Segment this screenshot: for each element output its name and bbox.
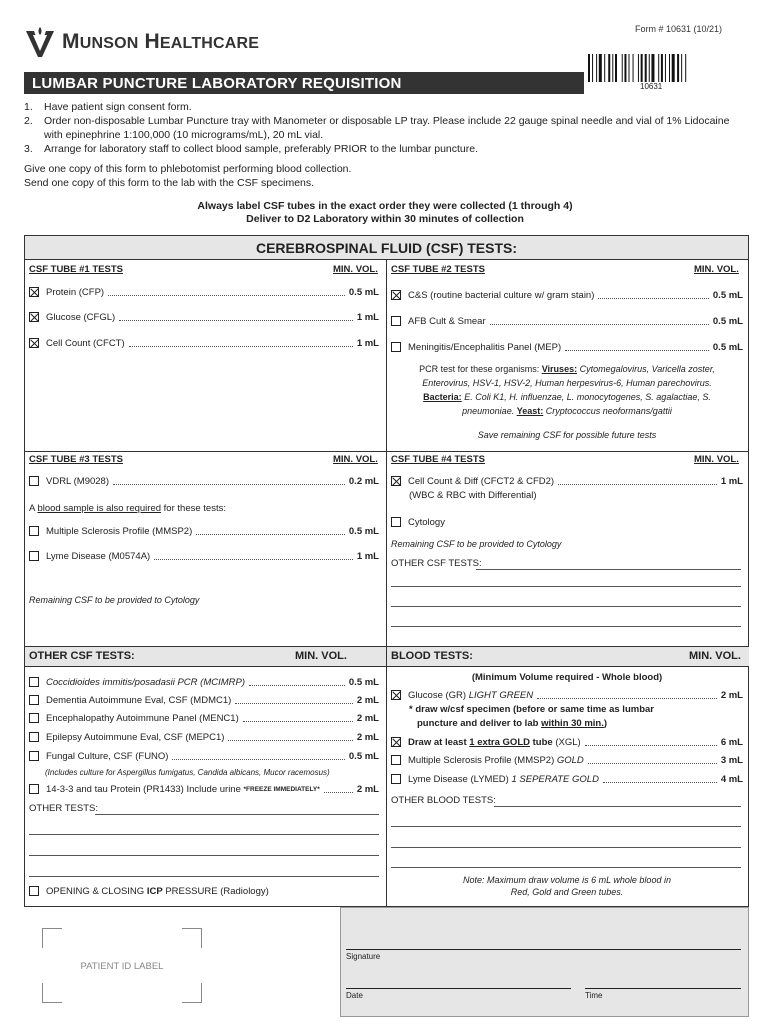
barcode-bar: [604, 54, 605, 82]
other-tests-line[interactable]: [29, 855, 379, 856]
barcode-bar: [677, 54, 679, 82]
tube4-cytology[interactable]: Cytology: [391, 515, 743, 529]
icp-pressure[interactable]: OPENING & CLOSING ICP PRESSURE (Radiology): [29, 884, 379, 898]
checkbox[interactable]: [391, 755, 401, 765]
tube3-minvol-header: MIN. VOL.: [333, 454, 378, 465]
blood-gold-tube[interactable]: Draw at least 1 extra GOLD tube (XGL) 6 mL: [391, 735, 743, 749]
other-csf-tau[interactable]: 14-3-3 and tau Protein (PR1433) Include urine *FREEZE IMMEDIATELY* 2 mL: [29, 782, 379, 796]
barcode-bar: [599, 54, 602, 82]
checkbox[interactable]: [29, 677, 39, 687]
checkbox[interactable]: [391, 342, 401, 352]
tube4-title: CSF TUBE #4 TESTS: [391, 454, 485, 465]
other-tests-label: OTHER TESTS:: [29, 803, 98, 814]
tube4-remaining-note: Remaining CSF to be provided to Cytology: [391, 539, 562, 549]
munson-logo-icon: [24, 25, 56, 59]
instructions: [24, 100, 749, 190]
barcode-bar: [651, 54, 654, 82]
tube3-title: CSF TUBE #3 TESTS: [29, 454, 123, 465]
checkbox[interactable]: [29, 695, 39, 705]
instruction-item: 3. Arrange for laboratory staff to collect blood sample, preferably PRIOR to the lumbar puncture.: [24, 143, 479, 155]
checkbox[interactable]: [29, 784, 39, 794]
blood-tests-title: BLOOD TESTS:: [391, 650, 473, 662]
blood-required-note: A blood sample is also required for these tests:: [29, 503, 226, 514]
barcode-bar: [672, 54, 675, 82]
barcode-bar: [592, 54, 593, 82]
other-blood-line[interactable]: [391, 826, 741, 827]
other-blood-line[interactable]: [391, 847, 741, 848]
barcode-bar: [658, 54, 659, 82]
patient-id-label: PATIENT ID LABEL: [80, 961, 164, 972]
barcode: [588, 54, 722, 82]
tube1-minvol-header: MIN. VOL.: [333, 264, 378, 275]
barcode-bar: [624, 54, 626, 82]
time-label: Time: [585, 991, 603, 1000]
checkbox[interactable]: [29, 713, 39, 723]
tube2-cs[interactable]: C&S (routine bacterial culture w/ gram stain) 0.5 mL: [391, 288, 743, 302]
checkbox[interactable]: [391, 737, 401, 747]
other-blood-line[interactable]: [494, 806, 741, 807]
other-csf-dementia[interactable]: Dementia Autoimmune Eval, CSF (MDMC1) 2 mL: [29, 693, 379, 707]
barcode-bar: [665, 54, 666, 82]
instruction-item: 2. Order non-disposable Lumbar Puncture tray with Manometer or disposable LP tray. Please include 22 gauge spinal needle and vial of 1% Lidocaine with epinephrine 1:100,000 (10 micrograms/mL), 20 mL vial.: [24, 115, 730, 141]
signature-line[interactable]: [346, 949, 741, 950]
blood-ms-profile[interactable]: Multiple Sclerosis Profile (MMSP2) GOLD 3 mL: [391, 753, 743, 767]
checkbox[interactable]: [29, 476, 39, 486]
date-label: Date: [346, 991, 363, 1000]
other-csf-title: OTHER CSF TESTS:: [29, 650, 135, 662]
tube4-other-line[interactable]: [476, 569, 741, 570]
save-csf-note: Save remaining CSF for possible future tests: [477, 430, 657, 440]
signature-area: [340, 907, 749, 1017]
tube3-vdrl[interactable]: VDRL (M9028) 0.2 mL: [29, 474, 379, 488]
tube4-minvol-header: MIN. VOL.: [694, 454, 739, 465]
barcode-bar: [608, 54, 610, 82]
other-blood-label: OTHER BLOOD TESTS:: [391, 795, 496, 806]
checkbox[interactable]: [391, 476, 401, 486]
other-csf-epilepsy[interactable]: Epilepsy Autoimmune Eval, CSF (MEPC1) 2 mL: [29, 730, 379, 744]
checkbox[interactable]: [29, 287, 39, 297]
blood-minvol-header: MIN. VOL.: [689, 650, 741, 662]
blood-glucose[interactable]: Glucose (GR) LIGHT GREEN 2 mL: [391, 688, 743, 702]
barcode-bar: [629, 54, 630, 82]
tube4-other-label: OTHER CSF TESTS:: [391, 558, 482, 569]
blood-subtitle: (Minimum Volume required - Whole blood): [471, 672, 663, 683]
tube1-glucose[interactable]: Glucose (CFGL) 1 mL: [29, 310, 379, 324]
tube2-mep[interactable]: Meningitis/Encephalitis Panel (MEP) 0.5 mL: [391, 340, 743, 354]
patient-id-label-area: [42, 928, 202, 1003]
checkbox[interactable]: [29, 312, 39, 322]
tests-section: [24, 235, 749, 907]
glucose-deliver-note: puncture and deliver to lab within 30 min.): [417, 718, 608, 729]
fungal-culture-note: (Includes culture for Aspergillus fumigatus, Candida albicans, Mucor racemosus): [45, 768, 330, 777]
checkbox[interactable]: [391, 774, 401, 784]
give-copy-phlebotomist: Give one copy of this form to phlebotomist performing blood collection.: [24, 163, 352, 175]
barcode-bar: [622, 54, 623, 82]
other-tests-line[interactable]: [95, 814, 379, 815]
checkbox[interactable]: [29, 551, 39, 561]
munson-logo-text: MUNSON HEALTHCARE: [62, 30, 260, 53]
barcode-bar: [633, 54, 634, 82]
barcode-number: 10631: [640, 82, 663, 91]
barcode-bar: [588, 54, 590, 82]
munson-logo: [24, 24, 259, 60]
tube4-cell-count-diff[interactable]: Cell Count & Diff (CFCT2 & CFD2) 1 mL: [391, 474, 743, 488]
other-csf-cocci[interactable]: Coccidioides immitis/posadasii PCR (MCIMRP) 0.5 mL: [29, 675, 379, 689]
checkbox[interactable]: [29, 886, 39, 896]
tube1-protein[interactable]: Protein (CFP) 0.5 mL: [29, 285, 379, 299]
glucose-draw-note: * draw w/csf specimen (before or same time as lumbar: [409, 704, 654, 715]
tube3-lyme[interactable]: Lyme Disease (M0574A) 1 mL: [29, 549, 379, 563]
tube1-title: CSF TUBE #1 TESTS: [29, 264, 123, 275]
checkbox[interactable]: [391, 290, 401, 300]
checkbox[interactable]: [29, 751, 39, 761]
other-csf-fungal[interactable]: Fungal Culture, CSF (FUNO) 0.5 mL: [29, 749, 379, 763]
tube3-ms-profile[interactable]: Multiple Sclerosis Profile (MMSP2) 0.5 mL: [29, 524, 379, 538]
signature-label: Signature: [346, 952, 381, 961]
tube3-remaining-note: Remaining CSF to be provided to Cytology: [29, 595, 200, 605]
tube1-cell-count[interactable]: Cell Count (CFCT) 1 mL: [29, 336, 379, 350]
form-number: Form # 10631 (10/21): [634, 24, 722, 34]
barcode-bar: [649, 54, 650, 82]
instruction-item: 1. Have patient sign consent form.: [24, 101, 192, 113]
checkbox[interactable]: [29, 732, 39, 742]
tube4-other-line[interactable]: [391, 606, 741, 607]
page-title: LUMBAR PUNCTURE LABORATORY REQUISITION: [24, 72, 584, 94]
tube2-title: CSF TUBE #2 TESTS: [391, 264, 485, 275]
other-tests-line[interactable]: [29, 876, 379, 877]
date-line[interactable]: [346, 988, 571, 989]
tube4-other-line[interactable]: [391, 626, 741, 627]
barcode-bar: [641, 54, 643, 82]
checkbox[interactable]: [29, 338, 39, 348]
labeling-instructions: Always label CSF tubes in the exact order they were collected (1 through 4) Deliver to D2 Laboratory within 30 minutes of collection: [197, 200, 573, 225]
barcode-bar: [685, 54, 686, 82]
barcode-bar: [681, 54, 682, 82]
barcode-bar: [645, 54, 647, 82]
checkbox[interactable]: [391, 517, 401, 527]
barcode-bar: [615, 54, 617, 82]
barcode-bar: [638, 54, 639, 82]
other-tests-line[interactable]: [29, 834, 379, 835]
checkbox[interactable]: [391, 316, 401, 326]
tube2-afb[interactable]: AFB Cult & Smear 0.5 mL: [391, 314, 743, 328]
other-blood-line[interactable]: [391, 867, 741, 868]
blood-lyme[interactable]: Lyme Disease (LYMED) 1 SEPERATE GOLD 4 mL: [391, 772, 743, 786]
barcode-bar: [596, 54, 597, 82]
barcode-bar: [669, 54, 670, 82]
tube4-other-line[interactable]: [391, 586, 741, 587]
checkbox[interactable]: [391, 690, 401, 700]
pcr-organisms: PCR test for these organisms: Viruses: Cytomegalovirus, Varicella zoster, Enterovirus, HSV-1, HSV-2, Human herpesvirus-6, Human parechovirus. Bacteria: E. Coli K1, H. influenzae, L. monocytogenes, S. agalactiae, S. pneumoniae. Yeast: Cryptococcus neoformans/gattii: [419, 364, 715, 416]
barcode-bar: [612, 54, 613, 82]
csf-header: CEREBROSPINAL FLUID (CSF) TESTS:: [25, 236, 748, 260]
checkbox[interactable]: [29, 526, 39, 536]
tube2-minvol-header: MIN. VOL.: [694, 264, 739, 275]
max-draw-note: Note: Maximum draw volume is 6 mL whole blood in Red, Gold and Green tubes.: [463, 875, 671, 897]
barcode-bar: [661, 54, 663, 82]
other-csf-encephalopathy[interactable]: Encephalopathy Autoimmune Panel (MENC1) 2 mL: [29, 711, 379, 725]
give-copy-lab: Send one copy of this form to the lab with the CSF specimens.: [24, 177, 315, 189]
time-line[interactable]: [585, 988, 741, 989]
tube4-wbc-rbc: (WBC & RBC with Differential): [409, 490, 537, 501]
other-csf-minvol-header: MIN. VOL.: [295, 650, 347, 662]
